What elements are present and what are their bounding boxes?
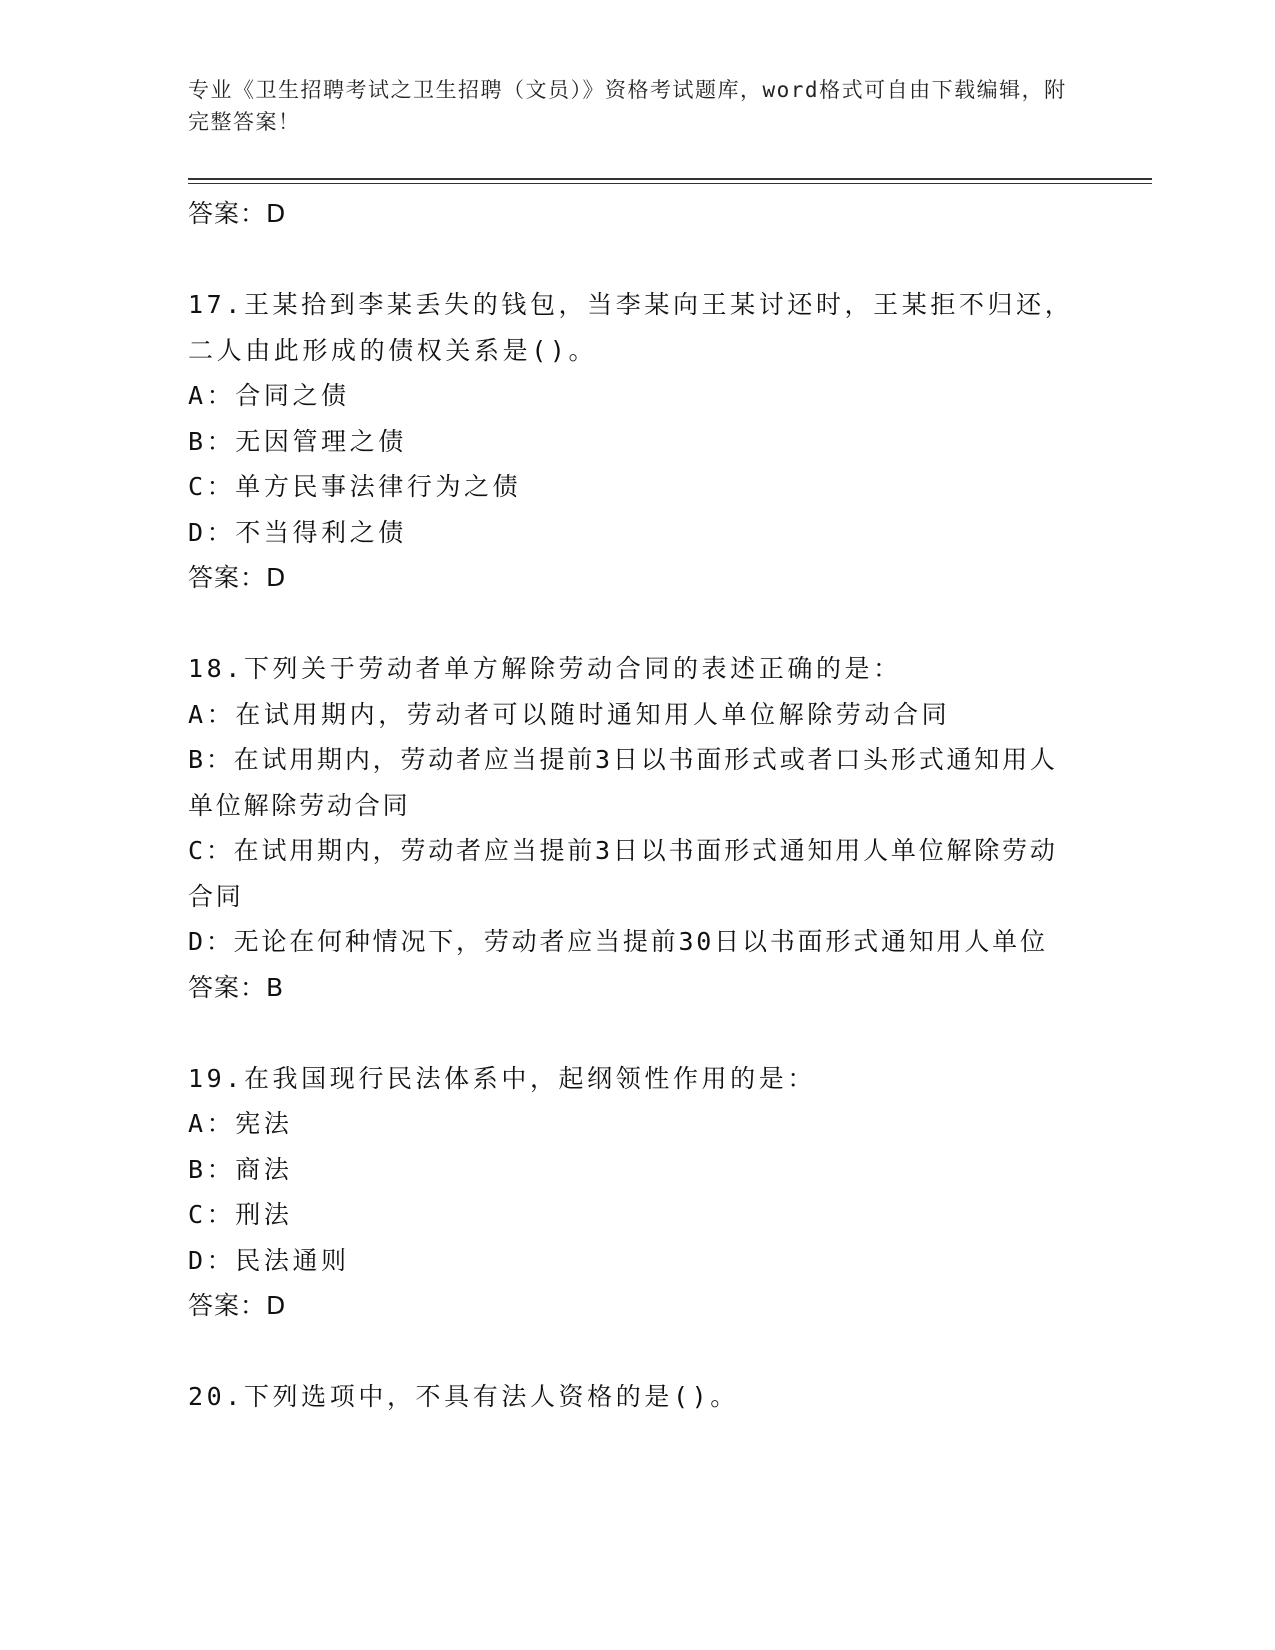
option-b: B：商法 xyxy=(188,1154,293,1184)
option-a: A：合同之债 xyxy=(188,381,350,410)
option-c: C：在试用期内，劳动者应当提前3日以书面形式通知用人单位解除劳动合同 xyxy=(188,836,1058,911)
option-a: A：在试用期内，劳动者可以随时通知用人单位解除劳动合同 xyxy=(188,699,951,729)
question-18 xyxy=(188,646,1078,1010)
option-c: C：刑法 xyxy=(188,1200,293,1229)
option-b: B：无因管理之债 xyxy=(188,426,407,456)
question-stem: 20.下列选项中，不具有法人资格的是()。 xyxy=(188,1382,739,1411)
option-b: B：在试用期内，劳动者应当提前3日以书面形式或者口头形式通知用人单位解除劳动合同 xyxy=(188,745,1058,820)
question-19 xyxy=(188,1056,1078,1329)
option-d: D：无论在何种情况下，劳动者应当提前30日以书面形式通知用人单位 xyxy=(188,927,1048,956)
header-divider-thick xyxy=(188,178,1152,180)
option-d: D：不当得利之债 xyxy=(188,517,407,547)
header-divider-thin xyxy=(188,183,1152,184)
question-20 xyxy=(188,1374,1078,1420)
option-c: C：单方民事法律行为之债 xyxy=(188,472,522,501)
question-17 xyxy=(188,282,1078,600)
document-header: 专业《卫生招聘考试之卫生招聘（文员）》资格考试题库，word格式可自由下载编辑，附完整答案！ xyxy=(188,78,1067,134)
answer-label: 答案：B xyxy=(188,972,285,1002)
option-d: D：民法通则 xyxy=(188,1245,350,1275)
answer-label: 答案：D xyxy=(188,199,287,228)
answer-label: 答案：D xyxy=(188,563,287,592)
question-stem: 19.在我国现行民法体系中，起纲领性作用的是： xyxy=(188,1063,816,1093)
option-a: A：宪法 xyxy=(188,1109,293,1138)
answer-label: 答案：D xyxy=(188,1291,287,1320)
question-stem: 18.下列关于劳动者单方解除劳动合同的表述正确的是： xyxy=(188,654,902,683)
question-stem: 17.王某拾到李某丢失的钱包，当李某向王某讨还时，王某拒不归还，二人由此形成的债权关系是()。 xyxy=(188,290,1074,365)
question-list xyxy=(188,191,1078,1420)
